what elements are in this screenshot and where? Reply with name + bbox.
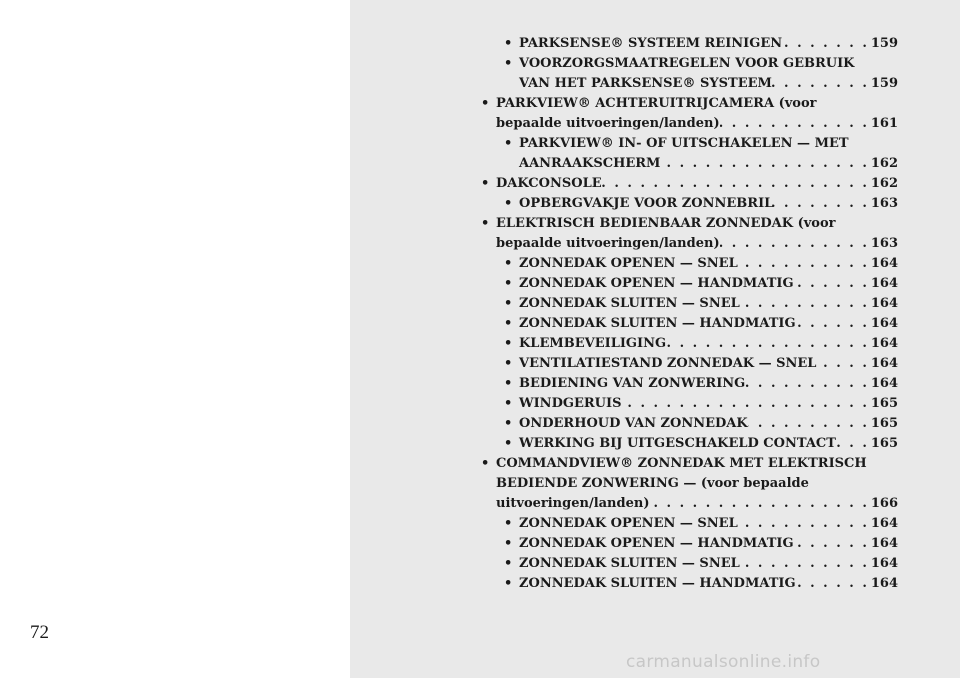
bullet-icon: • (481, 96, 490, 111)
toc-entry-text: ZONNEDAK SLUITEN — SNEL (519, 296, 740, 311)
bullet-icon: • (504, 316, 513, 331)
bullet-icon: • (504, 436, 513, 451)
toc-entry (478, 194, 898, 214)
toc-entry (478, 434, 898, 454)
toc-entry (478, 354, 898, 374)
toc-page-number: 164 (870, 536, 898, 551)
toc-entry-text: COMMANDVIEW® ZONNEDAK MET ELEKTRISCH (496, 456, 867, 471)
dot-leader (720, 234, 871, 254)
watermark: carmanualsonline.info (626, 652, 821, 672)
toc-entry (478, 414, 898, 434)
dot-leader (738, 514, 871, 534)
toc-entry-text: ZONNEDAK OPENEN — SNEL (519, 256, 738, 271)
toc-entry (478, 514, 898, 534)
dot-leader (621, 394, 870, 414)
page-number: 72 (30, 622, 49, 643)
toc-page-number: 165 (870, 396, 898, 411)
toc-entry (478, 274, 898, 294)
dot-leader (748, 414, 871, 434)
toc-entry (478, 254, 898, 274)
bullet-icon: • (504, 296, 513, 311)
dot-leader (740, 554, 871, 574)
bullet-icon: • (504, 556, 513, 571)
dot-leader (796, 314, 871, 334)
toc-entry-text: PARKVIEW® IN- OF UITSCHAKELEN — MET (519, 136, 849, 151)
toc-page-number: 165 (870, 416, 898, 431)
dot-leader (772, 74, 871, 94)
toc-page-number: 164 (870, 376, 898, 391)
toc-page-number: 164 (870, 296, 898, 311)
toc-page-number: 165 (870, 436, 898, 451)
toc-entry (478, 574, 898, 594)
dot-leader (794, 534, 871, 554)
bullet-icon: • (481, 176, 490, 191)
dot-leader (720, 114, 871, 134)
toc-entry-text: PARKVIEW® ACHTERUITRIJCAMERA (voor (496, 96, 817, 111)
bullet-icon: • (504, 396, 513, 411)
dot-leader (602, 174, 871, 194)
toc-page-number: 164 (870, 336, 898, 351)
toc-entry (478, 334, 898, 354)
bullet-icon: • (504, 276, 513, 291)
toc-page-number: 164 (870, 256, 898, 271)
toc-entry-text: BEDIENING VAN ZONWERING (519, 376, 746, 391)
toc-entry-text: DAKCONSOLE (496, 176, 602, 191)
toc-entry (478, 94, 898, 134)
bullet-icon: • (504, 136, 513, 151)
bullet-icon: • (504, 56, 513, 71)
toc-entry-text: VOORZORGSMAATREGELEN VOOR GEBRUIK (519, 56, 855, 71)
toc-entry-text: AANRAAKSCHERM (519, 156, 661, 171)
toc-page-number: 166 (870, 496, 898, 511)
bullet-icon: • (504, 576, 513, 591)
bullet-icon: • (504, 336, 513, 351)
toc-page-number: 164 (870, 356, 898, 371)
toc-entry-text: KLEMBEVEILIGING (519, 336, 667, 351)
dot-leader (816, 354, 870, 374)
toc-entry (478, 214, 898, 254)
dot-leader (796, 574, 871, 594)
toc-entry-text: ZONNEDAK SLUITEN — SNEL (519, 556, 740, 571)
toc-entry (478, 54, 898, 94)
dot-leader (773, 194, 871, 214)
toc-page-number: 164 (870, 516, 898, 531)
toc-entry-text: WINDGERUIS (519, 396, 622, 411)
toc-entry-text: uitvoeringen/landen) (496, 496, 650, 511)
dot-leader (740, 294, 871, 314)
toc-entry (478, 394, 898, 414)
bullet-icon: • (481, 216, 490, 231)
toc-entry (478, 134, 898, 174)
toc-entry (478, 294, 898, 314)
toc-page-number: 159 (870, 76, 898, 91)
dot-leader (649, 494, 870, 514)
dot-leader (660, 154, 870, 174)
dot-leader (836, 434, 871, 454)
toc-entry-text: ZONNEDAK OPENEN — HANDMATIG (519, 276, 794, 291)
toc-entry (478, 314, 898, 334)
toc-entry (478, 34, 898, 54)
bullet-icon: • (504, 536, 513, 551)
toc-entry (478, 554, 898, 574)
toc-entry (478, 454, 898, 514)
toc-entry-text: bepaalde uitvoeringen/landen) (496, 236, 720, 251)
bullet-icon: • (504, 356, 513, 371)
toc-entry-text: PARKSENSE® SYSTEEM REINIGEN (519, 36, 783, 51)
dot-leader (782, 34, 871, 54)
toc-page-number: 163 (870, 196, 898, 211)
dot-leader (738, 254, 871, 274)
toc-entry-text: VENTILATIESTAND ZONNEDAK — SNEL (519, 356, 817, 371)
toc-page-number: 164 (870, 556, 898, 571)
bullet-icon: • (481, 456, 490, 471)
toc-page-number: 162 (870, 156, 898, 171)
toc-entry-text: ZONNEDAK SLUITEN — HANDMATIG (519, 316, 796, 331)
dot-leader (794, 274, 871, 294)
bullet-icon: • (504, 376, 513, 391)
toc-entry-text: OPBERGVAKJE VOOR ZONNEBRIL (519, 196, 774, 211)
toc-entry-text: bepaalde uitvoeringen/landen) (496, 116, 720, 131)
bullet-icon: • (504, 256, 513, 271)
toc-entry (478, 534, 898, 554)
toc-entry-text: ZONNEDAK SLUITEN — HANDMATIG (519, 576, 796, 591)
toc-entry-text: BEDIENDE ZONWERING — (voor bepaalde (496, 476, 809, 491)
toc-entry-text: WERKING BIJ UITGESCHAKELD CONTACT (519, 436, 836, 451)
table-of-contents (478, 34, 898, 594)
toc-page-number: 164 (870, 576, 898, 591)
toc-page-number: 163 (870, 236, 898, 251)
bullet-icon: • (504, 36, 513, 51)
toc-page-number: 159 (870, 36, 898, 51)
toc-entry-text: ELEKTRISCH BEDIENBAAR ZONNEDAK (voor (496, 216, 836, 231)
dot-leader (666, 334, 871, 354)
toc-entry-text: VAN HET PARKSENSE® SYSTEEM (519, 76, 772, 91)
toc-entry-text: ZONNEDAK OPENEN — SNEL (519, 516, 738, 531)
dot-leader (745, 374, 871, 394)
toc-page-number: 164 (870, 316, 898, 331)
bullet-icon: • (504, 416, 513, 431)
toc-entry (478, 174, 898, 194)
bullet-icon: • (504, 516, 513, 531)
bullet-icon: • (504, 196, 513, 211)
toc-page-number: 161 (870, 116, 898, 131)
blank-left-page (0, 0, 350, 678)
toc-entry-text: ZONNEDAK OPENEN — HANDMATIG (519, 536, 794, 551)
toc-entry-text: ONDERHOUD VAN ZONNEDAK (519, 416, 748, 431)
toc-page-number: 164 (870, 276, 898, 291)
toc-entry (478, 374, 898, 394)
toc-page-number: 162 (870, 176, 898, 191)
